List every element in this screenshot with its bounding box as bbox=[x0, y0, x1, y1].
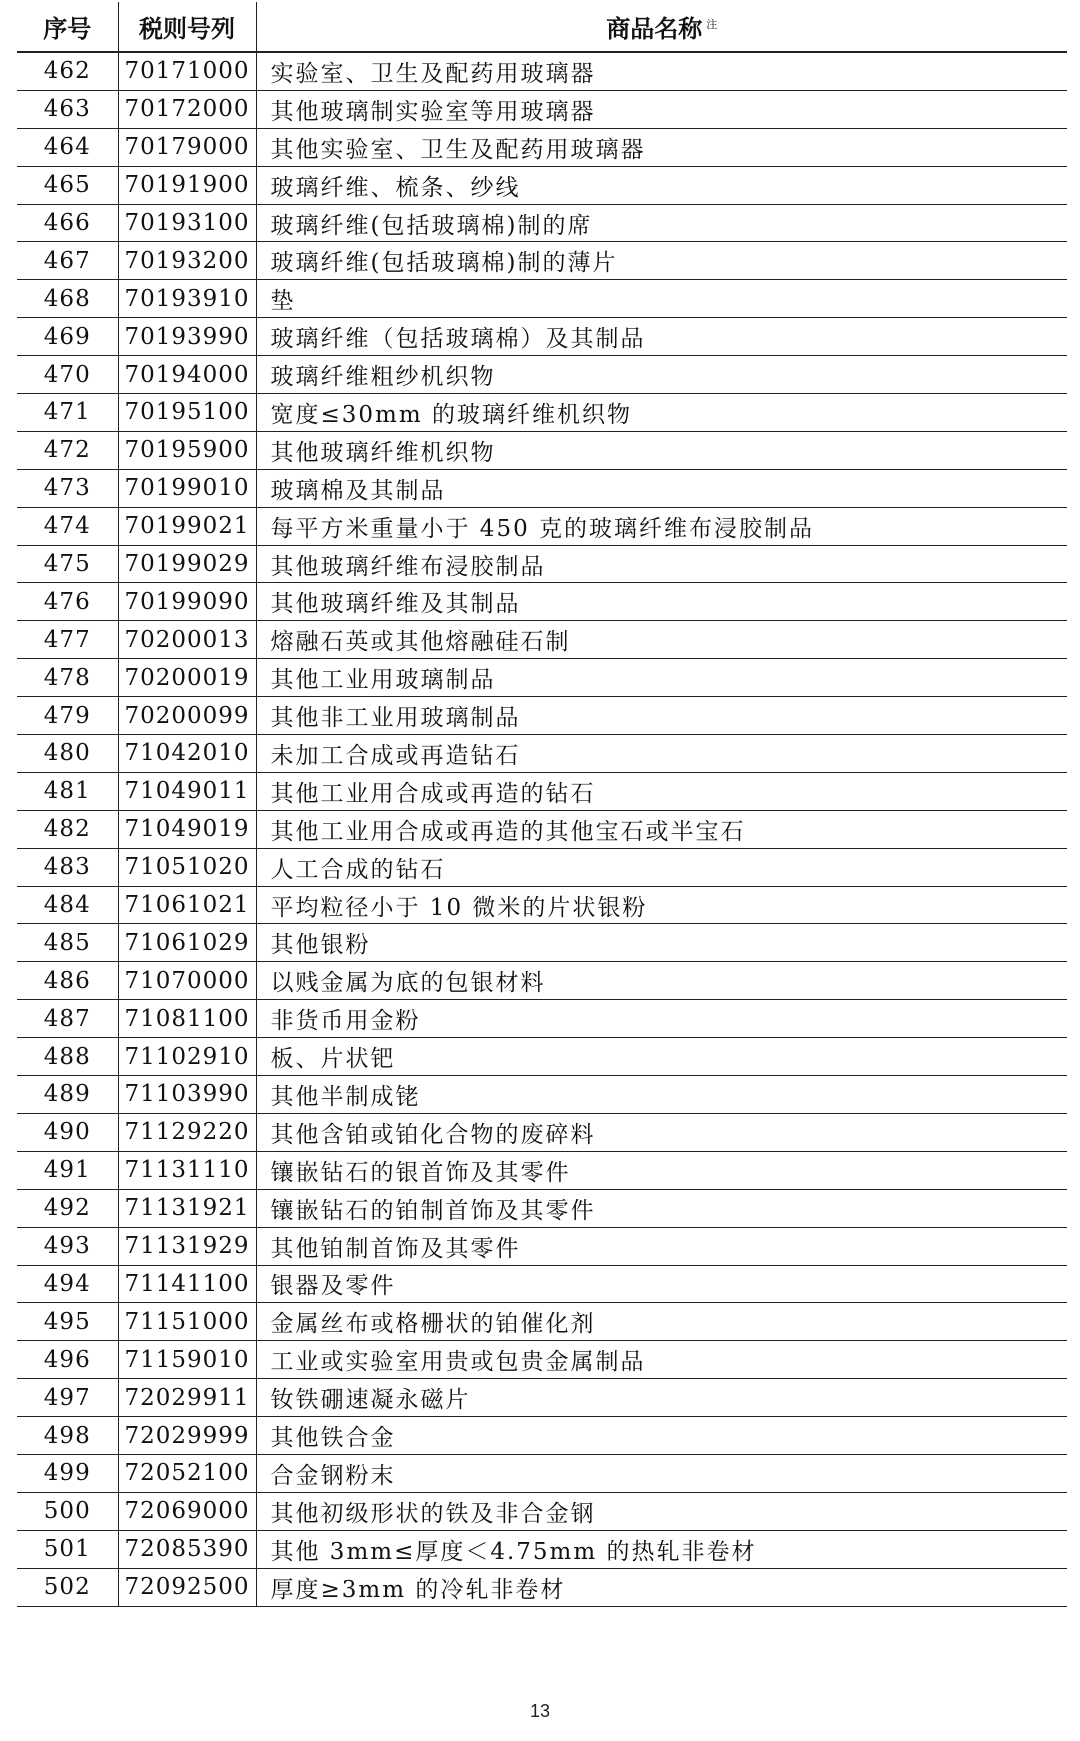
table-row bbox=[17, 886, 1067, 924]
table-row bbox=[17, 583, 1067, 621]
table-header-row bbox=[17, 2, 1067, 52]
serial-number-cell: 477 bbox=[17, 621, 118, 659]
serial-number-cell: 485 bbox=[17, 924, 118, 962]
serial-number-cell: 464 bbox=[17, 128, 118, 166]
table-row bbox=[17, 848, 1067, 886]
product-name-cell: 每平方米重量小于 450 克的玻璃纤维布浸胶制品 bbox=[256, 507, 1067, 545]
page-number: 13 bbox=[529, 1701, 551, 1721]
product-name-cell: 镶嵌钻石的银首饰及其零件 bbox=[256, 1151, 1067, 1189]
serial-number-cell: 493 bbox=[17, 1227, 118, 1265]
header-tariff-code: 税则号列 bbox=[118, 2, 256, 52]
table-row bbox=[17, 1265, 1067, 1303]
tariff-code-cell: 72069000 bbox=[118, 1492, 256, 1530]
header-serial-number: 序号 bbox=[17, 2, 118, 52]
product-name-cell: 工业或实验室用贵或包贵金属制品 bbox=[256, 1341, 1067, 1379]
header-product-name-label: 商品名称 bbox=[606, 15, 703, 43]
product-name-cell: 以贱金属为底的包银材料 bbox=[256, 962, 1067, 1000]
tariff-code-cell: 70193990 bbox=[118, 318, 256, 356]
product-name-cell: 熔融石英或其他熔融硅石制 bbox=[256, 621, 1067, 659]
serial-number-cell: 465 bbox=[17, 166, 118, 204]
header-product-name bbox=[256, 2, 1067, 52]
tariff-code-cell: 70193910 bbox=[118, 280, 256, 318]
serial-number-cell: 489 bbox=[17, 1076, 118, 1114]
table-row bbox=[17, 280, 1067, 318]
tariff-code-cell: 71131921 bbox=[118, 1189, 256, 1227]
serial-number-cell: 497 bbox=[17, 1379, 118, 1417]
product-name-cell: 厚度≥3mm 的冷轧非卷材 bbox=[256, 1568, 1067, 1606]
table-row bbox=[17, 166, 1067, 204]
tariff-code-cell: 71103990 bbox=[118, 1076, 256, 1114]
tariff-code-cell: 70179000 bbox=[118, 128, 256, 166]
tariff-code-cell: 71159010 bbox=[118, 1341, 256, 1379]
serial-number-cell: 490 bbox=[17, 1113, 118, 1151]
tariff-code-cell: 71061029 bbox=[118, 924, 256, 962]
tariff-code-cell: 70195900 bbox=[118, 431, 256, 469]
table-row bbox=[17, 1568, 1067, 1606]
serial-number-cell: 500 bbox=[17, 1492, 118, 1530]
serial-number-cell: 491 bbox=[17, 1151, 118, 1189]
serial-number-cell: 483 bbox=[17, 848, 118, 886]
tariff-code-cell: 70199090 bbox=[118, 583, 256, 621]
product-name-cell: 人工合成的钻石 bbox=[256, 848, 1067, 886]
serial-number-cell: 470 bbox=[17, 356, 118, 394]
product-name-cell: 实验室、卫生及配药用玻璃器 bbox=[256, 52, 1067, 90]
serial-number-cell: 478 bbox=[17, 659, 118, 697]
table-row bbox=[17, 90, 1067, 128]
table-row bbox=[17, 52, 1067, 90]
tariff-code-cell: 70191900 bbox=[118, 166, 256, 204]
table-row bbox=[17, 924, 1067, 962]
table-row bbox=[17, 621, 1067, 659]
table-row bbox=[17, 810, 1067, 848]
product-name-cell: 合金钢粉末 bbox=[256, 1454, 1067, 1492]
tariff-code-cell: 70171000 bbox=[118, 52, 256, 90]
tariff-code-cell: 70199029 bbox=[118, 545, 256, 583]
serial-number-cell: 499 bbox=[17, 1454, 118, 1492]
product-name-cell: 其他玻璃纤维机织物 bbox=[256, 431, 1067, 469]
serial-number-cell: 496 bbox=[17, 1341, 118, 1379]
table-row bbox=[17, 1189, 1067, 1227]
serial-number-cell: 487 bbox=[17, 1000, 118, 1038]
table-row bbox=[17, 507, 1067, 545]
serial-number-cell: 479 bbox=[17, 697, 118, 735]
tariff-code-cell: 70199010 bbox=[118, 469, 256, 507]
tariff-code-cell: 72029999 bbox=[118, 1417, 256, 1455]
serial-number-cell: 476 bbox=[17, 583, 118, 621]
serial-number-cell: 480 bbox=[17, 735, 118, 773]
product-name-cell: 其他实验室、卫生及配药用玻璃器 bbox=[256, 128, 1067, 166]
serial-number-cell: 474 bbox=[17, 507, 118, 545]
table-row bbox=[17, 772, 1067, 810]
table-row bbox=[17, 1454, 1067, 1492]
serial-number-cell: 473 bbox=[17, 469, 118, 507]
table-row bbox=[17, 356, 1067, 394]
tariff-code-cell: 71042010 bbox=[118, 735, 256, 773]
table-row bbox=[17, 1038, 1067, 1076]
table-row bbox=[17, 1530, 1067, 1568]
product-name-cell: 非货币用金粉 bbox=[256, 1000, 1067, 1038]
serial-number-cell: 495 bbox=[17, 1303, 118, 1341]
tariff-code-cell: 71061021 bbox=[118, 886, 256, 924]
product-name-cell: 玻璃纤维(包括玻璃棉)制的薄片 bbox=[256, 242, 1067, 280]
product-name-cell: 镶嵌钻石的铂制首饰及其零件 bbox=[256, 1189, 1067, 1227]
product-name-cell: 垫 bbox=[256, 280, 1067, 318]
product-name-cell: 其他工业用合成或再造的钻石 bbox=[256, 772, 1067, 810]
product-name-cell: 其他初级形状的铁及非合金钢 bbox=[256, 1492, 1067, 1530]
tariff-code-cell: 70193200 bbox=[118, 242, 256, 280]
table-row bbox=[17, 1000, 1067, 1038]
tariff-code-cell: 71081100 bbox=[118, 1000, 256, 1038]
serial-number-cell: 469 bbox=[17, 318, 118, 356]
serial-number-cell: 501 bbox=[17, 1530, 118, 1568]
tariff-code-cell: 71129220 bbox=[118, 1113, 256, 1151]
product-name-cell: 钕铁硼速凝永磁片 bbox=[256, 1379, 1067, 1417]
serial-number-cell: 488 bbox=[17, 1038, 118, 1076]
tariff-code-cell: 72052100 bbox=[118, 1454, 256, 1492]
tariff-code-cell: 70195100 bbox=[118, 394, 256, 432]
table-row bbox=[17, 1417, 1067, 1455]
product-name-cell: 玻璃纤维（包括玻璃棉）及其制品 bbox=[256, 318, 1067, 356]
table-row bbox=[17, 394, 1067, 432]
serial-number-cell: 486 bbox=[17, 962, 118, 1000]
product-name-cell: 玻璃纤维、梳条、纱线 bbox=[256, 166, 1067, 204]
table-row bbox=[17, 735, 1067, 773]
serial-number-cell: 463 bbox=[17, 90, 118, 128]
tariff-code-cell: 70193100 bbox=[118, 204, 256, 242]
serial-number-cell: 492 bbox=[17, 1189, 118, 1227]
tariff-code-cell: 71049011 bbox=[118, 772, 256, 810]
serial-number-cell: 484 bbox=[17, 886, 118, 924]
product-name-cell: 其他铂制首饰及其零件 bbox=[256, 1227, 1067, 1265]
serial-number-cell: 472 bbox=[17, 431, 118, 469]
tariff-code-cell: 71131929 bbox=[118, 1227, 256, 1265]
product-name-cell: 其他玻璃制实验室等用玻璃器 bbox=[256, 90, 1067, 128]
table-row bbox=[17, 545, 1067, 583]
table-row bbox=[17, 1303, 1067, 1341]
tariff-code-cell: 70172000 bbox=[118, 90, 256, 128]
product-name-cell: 板、片状钯 bbox=[256, 1038, 1067, 1076]
table-row bbox=[17, 204, 1067, 242]
serial-number-cell: 494 bbox=[17, 1265, 118, 1303]
serial-number-cell: 471 bbox=[17, 394, 118, 432]
tariff-code-cell: 70194000 bbox=[118, 356, 256, 394]
tariff-code-cell: 71151000 bbox=[118, 1303, 256, 1341]
serial-number-cell: 498 bbox=[17, 1417, 118, 1455]
table-row bbox=[17, 1492, 1067, 1530]
serial-number-cell: 502 bbox=[17, 1568, 118, 1606]
table-row bbox=[17, 242, 1067, 280]
serial-number-cell: 482 bbox=[17, 810, 118, 848]
product-name-cell: 宽度≤30mm 的玻璃纤维机织物 bbox=[256, 394, 1067, 432]
product-name-cell: 其他工业用合成或再造的其他宝石或半宝石 bbox=[256, 810, 1067, 848]
table-row bbox=[17, 1227, 1067, 1265]
serial-number-cell: 481 bbox=[17, 772, 118, 810]
tariff-code-cell: 72029911 bbox=[118, 1379, 256, 1417]
table-row bbox=[17, 1341, 1067, 1379]
product-name-cell: 其他铁合金 bbox=[256, 1417, 1067, 1455]
product-name-cell: 其他非工业用玻璃制品 bbox=[256, 697, 1067, 735]
product-name-cell: 其他玻璃纤维及其制品 bbox=[256, 583, 1067, 621]
table-row bbox=[17, 962, 1067, 1000]
table-row bbox=[17, 431, 1067, 469]
product-name-cell: 银器及零件 bbox=[256, 1265, 1067, 1303]
serial-number-cell: 468 bbox=[17, 280, 118, 318]
serial-number-cell: 466 bbox=[17, 204, 118, 242]
tariff-code-cell: 71049019 bbox=[118, 810, 256, 848]
tariff-code-cell: 71070000 bbox=[118, 962, 256, 1000]
tariff-code-cell: 71131110 bbox=[118, 1151, 256, 1189]
serial-number-cell: 475 bbox=[17, 545, 118, 583]
product-name-cell: 未加工合成或再造钻石 bbox=[256, 735, 1067, 773]
tariff-code-cell: 70200013 bbox=[118, 621, 256, 659]
tariff-code-cell: 70200099 bbox=[118, 697, 256, 735]
product-name-cell: 其他工业用玻璃制品 bbox=[256, 659, 1067, 697]
table-row bbox=[17, 469, 1067, 507]
tariff-code-cell: 71102910 bbox=[118, 1038, 256, 1076]
product-name-cell: 金属丝布或格栅状的铂催化剂 bbox=[256, 1303, 1067, 1341]
table-row bbox=[17, 1076, 1067, 1114]
product-name-cell: 其他玻璃纤维布浸胶制品 bbox=[256, 545, 1067, 583]
product-name-cell: 其他含铂或铂化合物的废碎料 bbox=[256, 1113, 1067, 1151]
header-note-marker: 注 bbox=[706, 18, 718, 31]
table-body bbox=[17, 52, 1067, 1606]
serial-number-cell: 467 bbox=[17, 242, 118, 280]
product-name-cell: 平均粒径小于 10 微米的片状银粉 bbox=[256, 886, 1067, 924]
table-row bbox=[17, 128, 1067, 166]
table-row bbox=[17, 1379, 1067, 1417]
product-name-cell: 玻璃棉及其制品 bbox=[256, 469, 1067, 507]
tariff-code-cell: 72092500 bbox=[118, 1568, 256, 1606]
tariff-code-cell: 70200019 bbox=[118, 659, 256, 697]
product-name-cell: 玻璃纤维(包括玻璃棉)制的席 bbox=[256, 204, 1067, 242]
table-row bbox=[17, 659, 1067, 697]
table-row bbox=[17, 318, 1067, 356]
product-name-cell: 其他 3mm≤厚度＜4.75mm 的热轧非卷材 bbox=[256, 1530, 1067, 1568]
product-name-cell: 其他半制成铑 bbox=[256, 1076, 1067, 1114]
product-name-cell: 玻璃纤维粗纱机织物 bbox=[256, 356, 1067, 394]
serial-number-cell: 462 bbox=[17, 52, 118, 90]
table-row bbox=[17, 1113, 1067, 1151]
product-name-cell: 其他银粉 bbox=[256, 924, 1067, 962]
tariff-code-cell: 72085390 bbox=[118, 1530, 256, 1568]
table-row bbox=[17, 697, 1067, 735]
tariff-code-cell: 71051020 bbox=[118, 848, 256, 886]
tariff-code-cell: 71141100 bbox=[118, 1265, 256, 1303]
tariff-table bbox=[17, 2, 1067, 1607]
table-row bbox=[17, 1151, 1067, 1189]
tariff-code-cell: 70199021 bbox=[118, 507, 256, 545]
